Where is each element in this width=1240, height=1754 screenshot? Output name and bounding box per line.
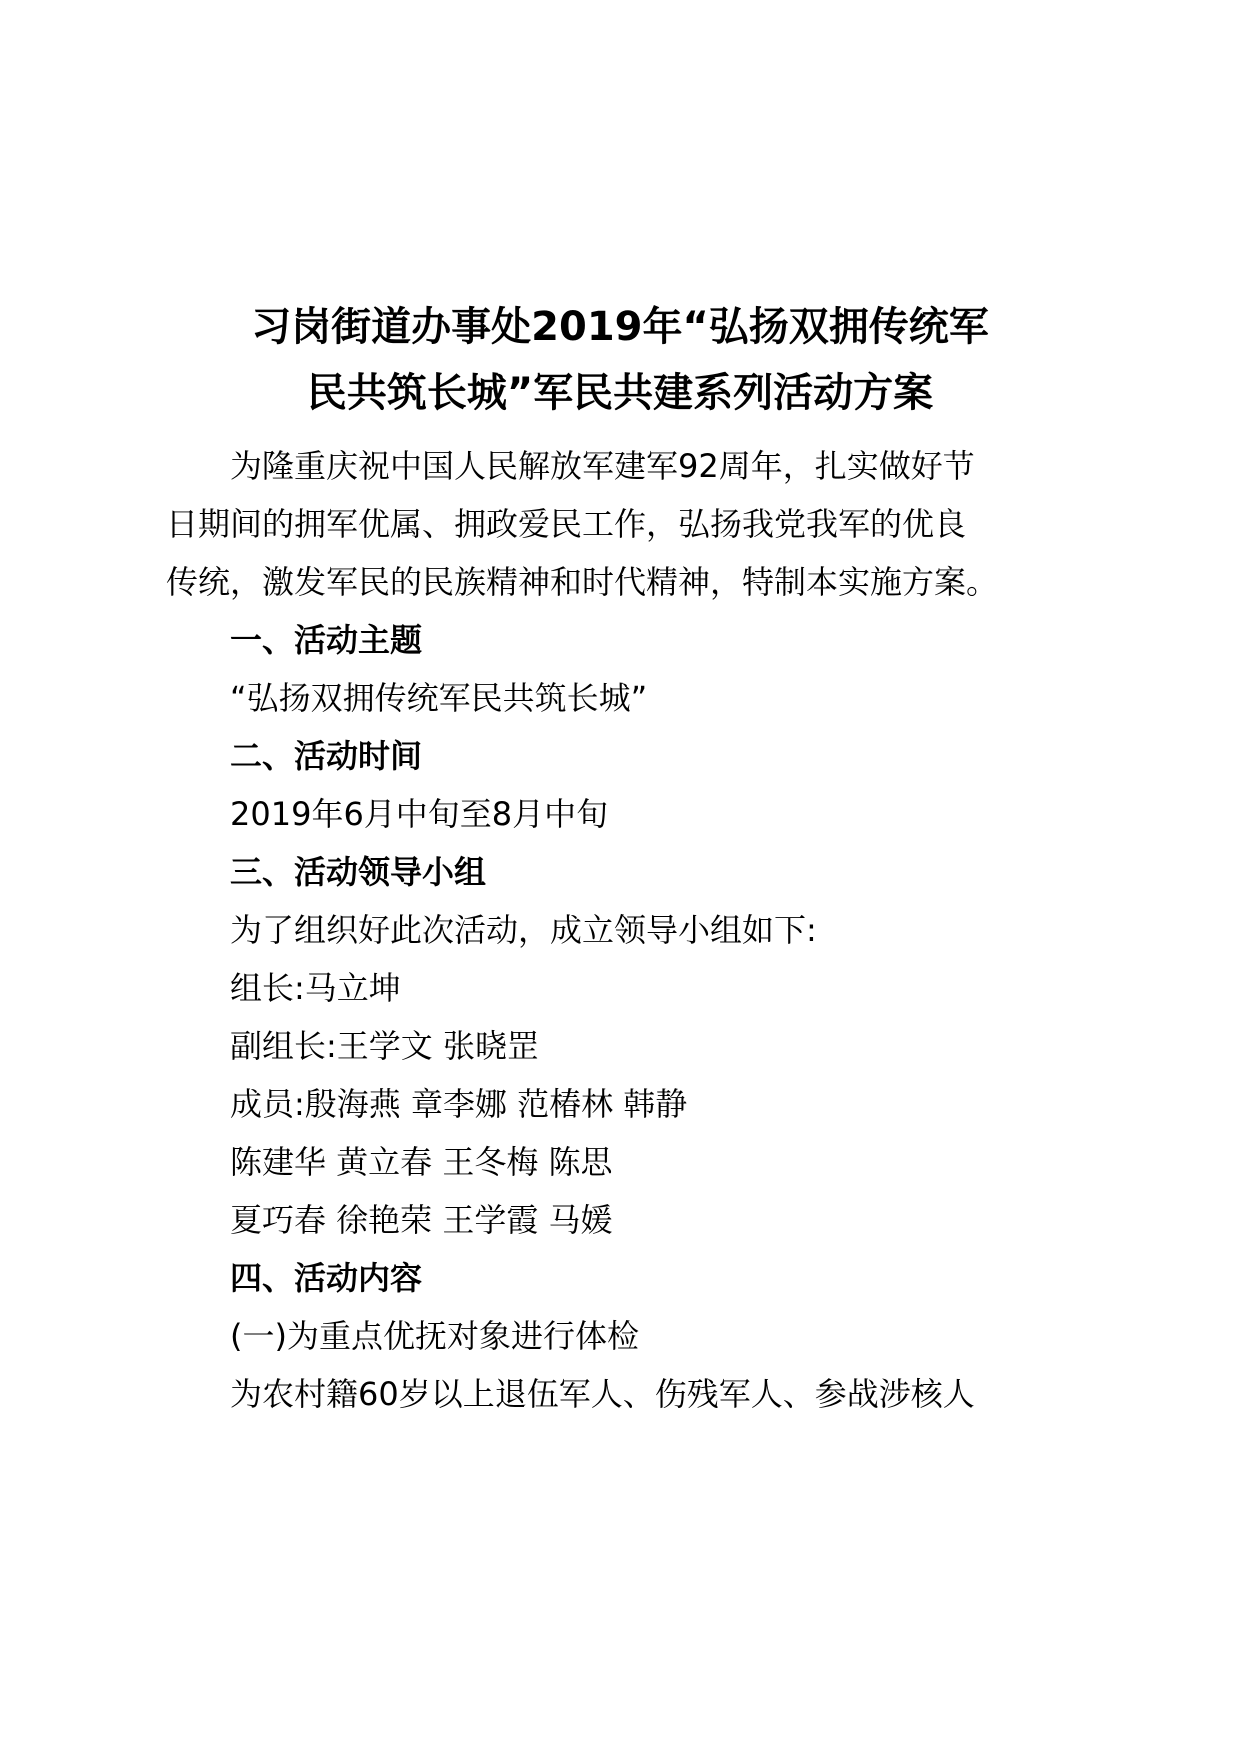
intro-line-2: 日期间的拥军优属、拥政爱民工作，弘扬我党我军的优良: [166, 505, 967, 543]
document-title-line-1: 习岗街道办事处2019年“弘扬双拥传统军: [251, 304, 989, 350]
leadership-deputy: 副组长:王学文 张晓罡: [230, 1027, 539, 1065]
section-heading-content: 四、活动内容: [230, 1259, 423, 1297]
content-sub1-text: 为农村籍60岁以上退伍军人、伤残军人、参战涉核人: [230, 1375, 975, 1413]
leadership-leader: 组长:马立坤: [230, 969, 401, 1007]
section-heading-leadership: 三、活动领导小组: [230, 853, 487, 891]
leadership-members-2: 陈建华 黄立春 王冬梅 陈思: [230, 1143, 613, 1181]
section-time-content: 2019年6月中旬至8月中旬: [230, 795, 609, 833]
section-theme-content: “弘扬双拥传统军民共筑长城”: [230, 679, 648, 717]
leadership-members-1: 成员:殷海燕 章李娜 范椿林 韩静: [230, 1085, 688, 1123]
content-subheading-1: (一)为重点优抚对象进行体检: [230, 1317, 639, 1355]
document-title-line-2: 民共筑长城”军民共建系列活动方案: [306, 370, 934, 416]
section-heading-theme: 一、活动主题: [230, 621, 423, 659]
leadership-members-3: 夏巧春 徐艳荣 王学霞 马媛: [230, 1201, 613, 1239]
intro-line-1: 为隆重庆祝中国人民解放军建军92周年，扎实做好节: [230, 447, 975, 485]
intro-line-3: 传统，激发军民的民族精神和时代精神，特制本实施方案。: [166, 563, 999, 601]
leadership-intro: 为了组织好此次活动，成立领导小组如下:: [230, 911, 817, 949]
section-heading-time: 二、活动时间: [230, 737, 423, 775]
